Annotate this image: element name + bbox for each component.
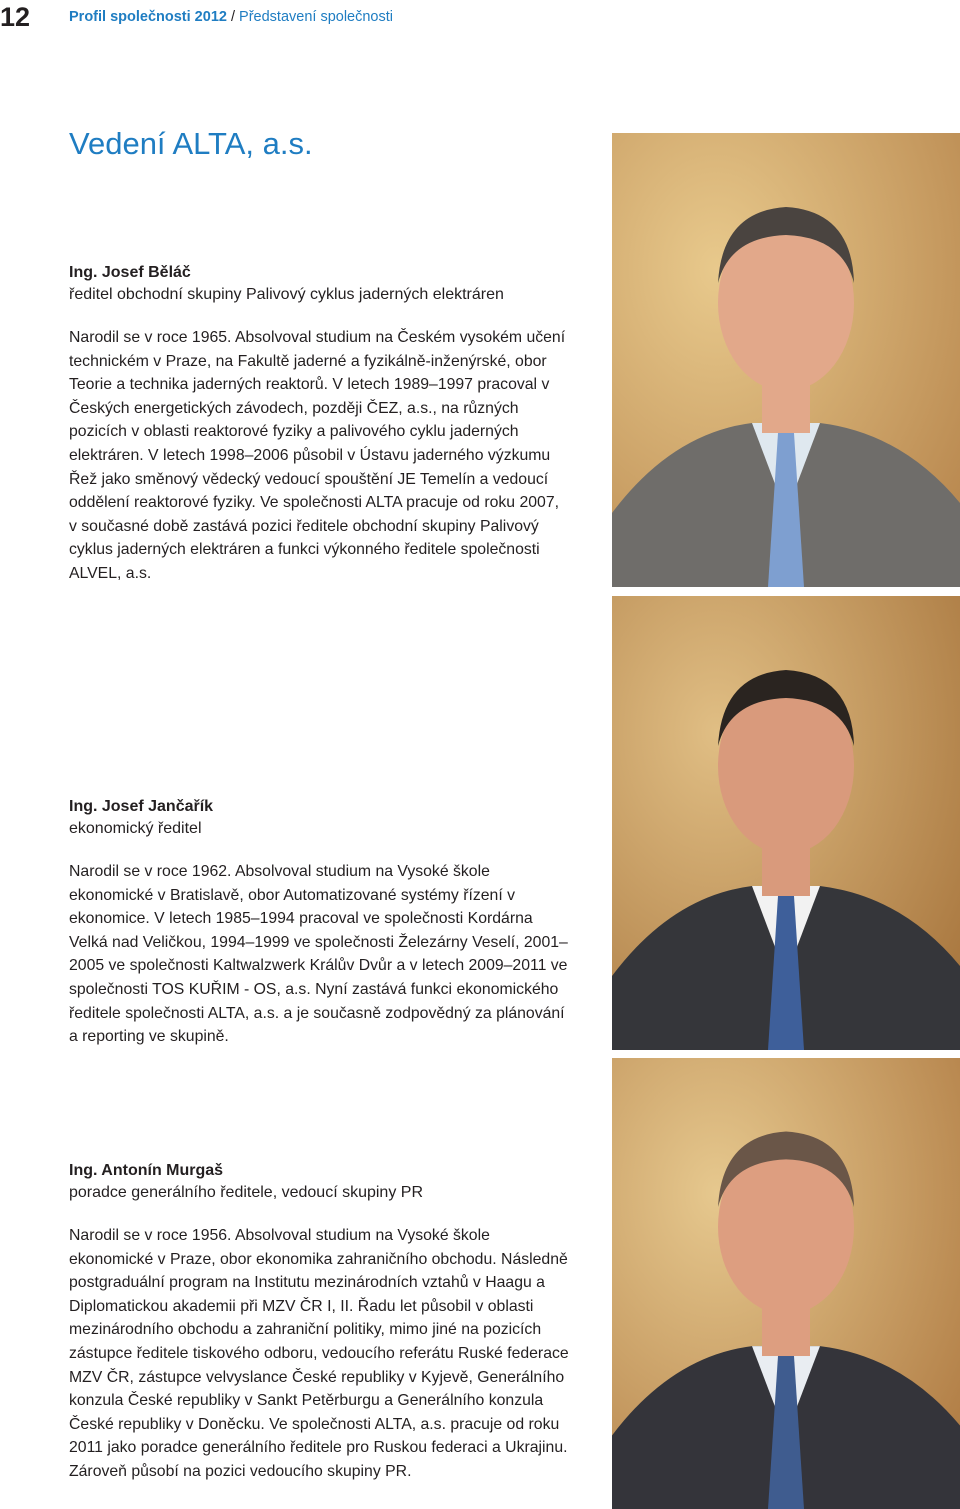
- running-head: [69, 8, 393, 26]
- running-head-separator: /: [230, 9, 236, 25]
- portrait-photo-3: [612, 1058, 960, 1509]
- person-role: ředitel obchodní skupiny Palivový cyklus jaderných elektráren: [69, 286, 504, 303]
- person-name: Ing. Josef Jančařík: [69, 798, 214, 815]
- portrait-photo-1: [612, 133, 960, 587]
- page-title: Vedení ALTA, a.s.: [69, 126, 313, 161]
- page-number: 12: [0, 2, 31, 32]
- person-role: poradce generálního ředitele, vedoucí skupiny PR: [69, 1184, 423, 1201]
- person-role: ekonomický ředitel: [69, 820, 202, 837]
- person-section-2: [69, 796, 569, 1049]
- person-bio: Narodil se v roce 1962. Absolvoval studium na Vysoké škole ekonomické v Bratislavě, obor Automatizované systémy řízení v ekonomice. V letech 1985–1994 pracoval ve společnosti Kordárna Velká nad Veličkou, 1994–1999 ve společnosti Železárny Veselí, 2001–2005 ve společnosti Kaltwalzwerk Králův Dvůr a v letech 2009–2011 ve společnosti TOS KUŘIM - OS, a.s. Nyní zastává funkci ekonomického ředitele společnosti ALTA, a.s. a je současně zodpovědný za plánování a reporting ve skupině.: [69, 863, 568, 1046]
- portrait-photo-2: [612, 596, 960, 1050]
- person-section-3: [69, 1160, 569, 1484]
- person-bio: Narodil se v roce 1956. Absolvoval studium na Vysoké škole ekonomické v Praze, obor ekonomika zahraničního obchodu. Následně postgraduální program na Institutu mezinárodních vztahů v Haagu a Diplomatickou akademii při MZV ČR I, II. Řadu let působil v oblasti mezinárodního obchodu a zahraniční politiky, mimo jiné na pozicích zástupce ředitele tiskového odboru, vedoucího referátu Ruské federace MZV ČR, zástupce velvyslance České republiky v Kyjevě, Generálního konzula České republiky v Sankt Petěrburgu a Generálního konzula České republiky v Doněcku. Ve společnosti ALTA, a.s. pracuje od roku 2011 jako poradce generálního ředitele pro Ruskou federaci a Ukrajinu. Zároveň působí na pozici vedoucího skupiny PR.: [69, 1227, 569, 1480]
- person-name: Ing. Antonín Murgaš: [69, 1162, 224, 1179]
- running-head-profile: Profil společnosti 2012: [69, 9, 227, 25]
- person-bio: Narodil se v roce 1965. Absolvoval studium na Českém vysokém učení technickém v Praze, na Fakultě jaderné a fyzikálně-inženýrské, obor Teorie a technika jaderných reaktorů. V letech 1989–1997 pracoval v Českých energetických závodech, později ČEZ, a.s., na různých pozicích v oblasti reaktorové fyziky a palivového cyklu jaderných elektráren. V letech 1998–2006 působil v Ústavu jaderného výzkumu Řež jako směnový vědecký vedoucí spouštění JE Temelín a vedoucí oddělení reaktorové fyziky. Ve společnosti ALTA pracuje od roku 2007, v současné době zastává pozici ředitele obchodní skupiny Palivový cyklus jaderných elektráren a funkci výkonného ředitele společnosti ALVEL, a.s.: [69, 329, 566, 582]
- running-header: [0, 0, 960, 36]
- person-section-1: [69, 262, 569, 586]
- running-head-section: Představení společnosti: [239, 9, 393, 25]
- person-name: Ing. Josef Běláč: [69, 264, 191, 281]
